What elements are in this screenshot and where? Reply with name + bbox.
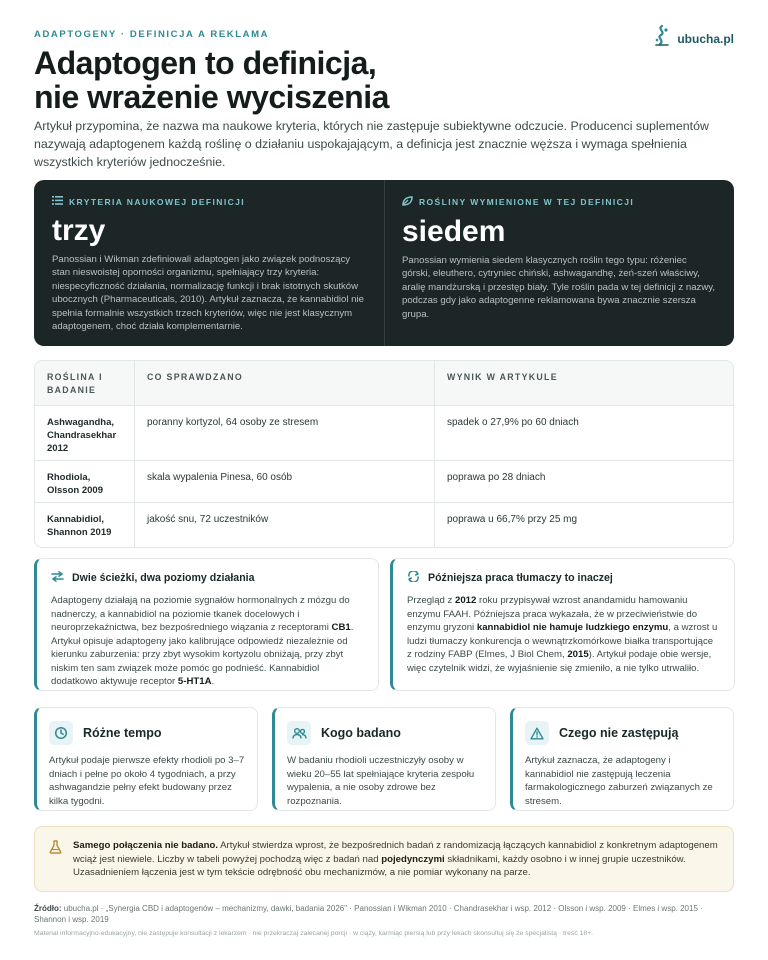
table-cell-checked: poranny kortyzol, 64 osoby ze stresem — [135, 406, 435, 460]
card-title-text: Kogo badano — [321, 726, 401, 740]
stat-criteria — [34, 180, 384, 346]
stat-criteria-label-text: KRYTERIA NAUKOWEJ DEFINICJI — [69, 196, 246, 207]
stat-plants — [384, 180, 734, 346]
card-title-text: Dwie ścieżki, dwa poziomy działania — [72, 572, 255, 584]
logo-text: ubucha.pl — [677, 31, 734, 46]
table-row — [35, 502, 733, 547]
card-not-replace-title — [525, 721, 721, 745]
table-cell-checked: skala wypalenia Pinesa, 60 osób — [135, 461, 435, 502]
card-who-studied-text: W badaniu rhodioli uczestniczyły osoby w wieku 20–55 lat spełniające kryteria zespołu wypalenia, a nie osoby zdrowe bez rozpoznania. — [287, 755, 475, 807]
eyebrow: ADAPTOGENY · DEFINICJA A REKLAMA — [34, 29, 270, 40]
table-header-result: WYNIK W ARTYKULE — [447, 372, 558, 382]
table-header-row — [35, 361, 733, 405]
stat-plants-value: siedem — [402, 215, 506, 248]
card-two-paths-text: Adaptogeny działają na poziomie sygnałów hormonalnych z mózgu do nadnerczy, a kannabidiol na poziomie tkanek docelowych i neuroprzekaźnictwa, bez bezpośredniego wiązania z receptorami CB1. Artykuł opisuje adaptogeny jako kalibrujące odpowiedź niezależnie od kierunku zaburzenia: przy zbyt wysokim kortyzolu obniżają, przy zbyt niskim ten sam związek może pomóc go podnieść. Kannabidiol dodatkowo aktywuje receptor 5-HT1A. — [51, 595, 354, 687]
title-line-2: nie wrażenie wyciszenia — [34, 79, 389, 115]
studies-table — [34, 360, 734, 548]
list-icon — [52, 196, 63, 207]
card-who-studied — [272, 707, 496, 811]
table-row — [35, 460, 733, 502]
leaf-icon — [402, 196, 413, 208]
card-later-work — [390, 558, 735, 691]
table-header-study: ROŚLINA I BADANIE — [35, 361, 135, 405]
stat-plants-label-text: ROŚLINY WYMIENIONE W TEJ DEFINICJI — [419, 197, 635, 207]
clock-icon — [49, 721, 73, 745]
card-title-text: Późniejsza praca tłumaczy to inaczej — [428, 572, 613, 584]
card-tempo-text: Artykuł podaje pierwsze efekty rhodioli po 3–7 dniach i pełne po około 4 tygodniach, a przy ashwagandzie pełny efekt budowany przez kilka tygodni. — [49, 755, 245, 807]
card-later-work-title — [407, 571, 720, 585]
disclaimer: Materiał informacyjno-edukacyjny, nie zastępuje konsultacji z lekarzem · nie przekraczaj zalecanej porcji · w ciąży, karmiąc piersią lub przy lekach skonsultuj się ze specjalistą · treść 18+. — [34, 930, 594, 937]
card-title-text: Czego nie zastępują — [559, 726, 679, 740]
table-cell-study: Ashwagandha, Chandrasekhar 2012 — [35, 406, 135, 460]
source-line: Źródło: ubucha.pl · „Synergia CBD i adaptogenów – mechanizmy, dawki, badania 2026" · Panossian i Wikman 2010 · Chandrasekhar i wsp. 2012 · Olsson i wsp. 2009 · Elmes i wsp. 2015 · Shannon i wsp. 2019 — [34, 904, 703, 924]
card-later-work-text: Przegląd z 2012 roku przypisywał wzrost anandamidu hamowaniu enzymu FAAH. Późniejsza praca wykazała, że w przeciwieństwie do enzymu gryzoni kannabidiol nie hamuje ludzkiego enzymu, a wzrost u ludzi tłumaczy konkurencja o wewnątrzkomórkowe białka transportujące z rodziny FABP (Elmes, J Biol Chem, 2015). Artykuł podaje obie wersje, więc czytelnik widzi, że wyjaśnienie się zmieniło, a nie tylko utrwaliło. — [407, 595, 718, 674]
callout-note-text: Samego połączenia nie badano. Artykuł stwierdza wprost, że bezpośrednich badań z randomizacją łączących kannabidiol z konkretnym adaptogenem wciąż jest niewiele. Liczby w tabeli powyżej pochodzą więc z badań nad pojedynczymi składnikami, każdy osobno i w innej grupie uczestników. Uzasadnieniem łączenia jest w tym tekście odrębność obu mechanizmów, a nie pomiar wykonany na parze. — [73, 840, 718, 879]
people-icon — [287, 721, 311, 745]
stats-panel — [34, 180, 734, 346]
card-not-replace — [510, 707, 734, 811]
card-tempo — [34, 707, 258, 811]
stat-plants-label — [402, 196, 716, 208]
table-cell-checked: jakość snu, 72 uczestników — [135, 503, 435, 547]
table-cell-result: spadek o 27,9% po 60 dniach — [447, 417, 579, 428]
table-row — [35, 405, 733, 460]
card-who-studied-title — [287, 721, 483, 745]
table-cell-result: poprawa po 28 dniach — [447, 472, 546, 483]
warning-icon — [525, 721, 549, 745]
arrows-swap-icon — [51, 571, 64, 585]
table-cell-study: Kannabidiol, Shannon 2019 — [35, 503, 135, 547]
card-title-text: Różne tempo — [83, 726, 162, 740]
stat-criteria-label — [52, 196, 366, 207]
callout-note — [34, 826, 734, 892]
card-two-paths-title — [51, 571, 364, 585]
table-header-checked: CO SPRAWDZANO — [135, 361, 435, 405]
card-tempo-title — [49, 721, 245, 745]
card-not-replace-text: Artykuł zaznacza, że adaptogeny i kannabidiol nie zastępują leczenia farmakologicznego zaburzeń związanych ze stresem. — [525, 755, 713, 807]
flask-icon — [49, 840, 62, 859]
refresh-icon — [407, 571, 420, 585]
table-cell-result: poprawa u 66,7% przy 25 mg — [447, 514, 578, 525]
stat-criteria-value: trzy — [52, 214, 106, 247]
table-cell-study: Rhodiola, Olsson 2009 — [35, 461, 135, 502]
card-two-paths — [34, 558, 379, 691]
stat-criteria-text: Panossian i Wikman zdefiniowali adaptogen jako związek podnoszący stan nieswoistej oporności organizmu, spełniający trzy kryteria: niespecyficzność działania, normalizację funkcji i brak istotnych skutków ubocznych (Pharmaceuticals, 2010). Artykuł zaznacza, że kannabidiol nie spełnia formalnie wszystkich trzech kryteriów, więc nie jest klasycznym adaptogenem, choć działa komplementarnie. — [52, 254, 364, 333]
title-line-1: Adaptogen to definicja, — [34, 45, 377, 81]
lede: Artykuł przypomina, że nazwa ma naukowe kryteria, których nie zastępuje subiektywne odczucie. Producenci suplementów nazywają adaptogenem każdą roślinę o działaniu uspokajającym, a definicja jest znacznie węższa i wymaga spełnienia wszystkich kryteriów jednocześnie. — [34, 119, 709, 169]
stat-plants-text: Panossian wymienia siedem klasycznych roślin tego typu: różeniec górski, eleuthero, cytryniec chiński, ashwagandhę, żeń-szeń właściwy, aralię mandżurską i przestęp biały. Tyle roślin pada w tej definicji z nazwy, podczas gdy jako adaptogenne reklamowana bywa znacznie szersza grupa. — [402, 255, 716, 320]
page-title — [34, 46, 674, 114]
